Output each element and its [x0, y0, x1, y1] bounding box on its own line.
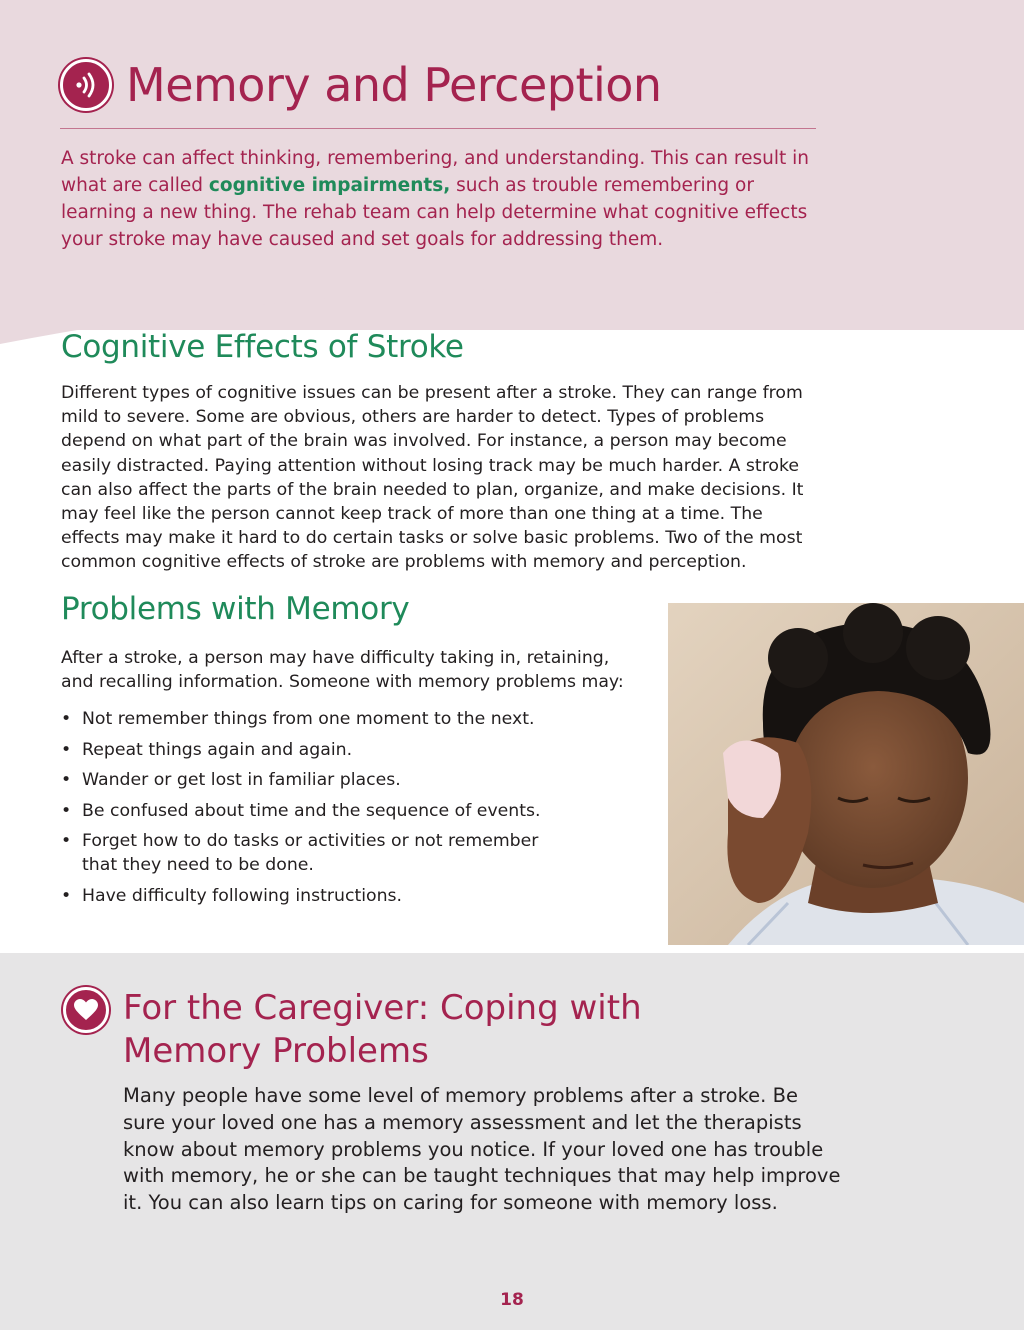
list-item-text: Wander or get lost in familiar places. — [82, 770, 401, 791]
intro-text-end: such as trouble remembering or learning a new thing. The rehab team can help determine what cognitive effects your stroke may have caused and set goals for addressing them. — [61, 175, 808, 250]
title-divider — [60, 128, 816, 129]
bullet-icon: • — [61, 770, 72, 791]
bullet-icon: • — [61, 709, 72, 729]
list-item-text: Have difficulty following instructions. — [82, 885, 403, 906]
cognitive-effects-body: Different types of cognitive issues can be present after a stroke. They can range from mild to severe. Some are obvious, others are harder to detect. Types of problems depend on what part of the brain was involved. For instance, a person may become easily distracted. Paying attention without losing track may be much harder. A stroke can also affect the parts of the brain needed to plan, organize, and make decisions. It may feel like the person cannot keep track of more than one thing at a time. The effects may make it hard to do certain tasks or solve basic problems. Two of the most common cognitive effects of stroke are problems with memory and perception. — [61, 383, 804, 573]
page-title-row — [60, 58, 662, 112]
caregiver-heading — [123, 987, 723, 1073]
heart-icon — [63, 987, 109, 1033]
list-item-text: Repeat things again and again. — [82, 739, 353, 760]
intro-paragraph — [61, 145, 831, 253]
list-item — [61, 829, 561, 877]
list-item-text: Be confused about time and the sequence of events. — [82, 800, 541, 821]
bullet-icon: • — [61, 739, 72, 760]
bullet-icon: • — [61, 831, 72, 852]
list-item — [61, 768, 621, 792]
memory-problems-heading: Problems with Memory — [61, 591, 410, 627]
page-title: Memory and Perception — [126, 58, 662, 112]
list-item — [61, 738, 621, 762]
list-item-text: Not remember things from one moment to the next. — [82, 709, 535, 729]
list-item — [61, 707, 621, 731]
page-number: 18 — [500, 1290, 524, 1310]
caregiver-heading-line2: Memory Problems — [123, 1031, 429, 1071]
cognitive-effects-heading: Cognitive Effects of Stroke — [61, 329, 464, 365]
caregiver-body: Many people have some level of memory problems after a stroke. Be sure your loved one has a memory assessment and let the therapists know about memory problems you notice. If your loved one has trouble with memory, he or she can be taught techniques that may help improve it. You can also learn tips on caring for someone with memory loss. — [123, 1084, 841, 1215]
memory-problems-intro: After a stroke, a person may have difficulty taking in, retaining, and recalling information. Someone with memory problems may: — [61, 648, 624, 693]
caregiver-heading-line1: For the Caregiver: Coping with — [123, 988, 642, 1028]
memory-symptoms-list — [61, 707, 621, 915]
list-item — [61, 799, 621, 823]
bullet-icon: • — [61, 800, 72, 821]
intro-key-term: cognitive impairments, — [208, 175, 451, 196]
woman-headache-photo — [668, 603, 1024, 945]
list-item — [61, 884, 621, 908]
bullet-icon: • — [61, 885, 72, 906]
list-item-text: Forget how to do tasks or activities or not remember that they need to be done. — [82, 831, 539, 876]
audio-waves-icon — [60, 59, 112, 111]
intro-text-start: A stroke can affect thinking, remembering, and understanding. This can result in what are called — [61, 148, 809, 196]
